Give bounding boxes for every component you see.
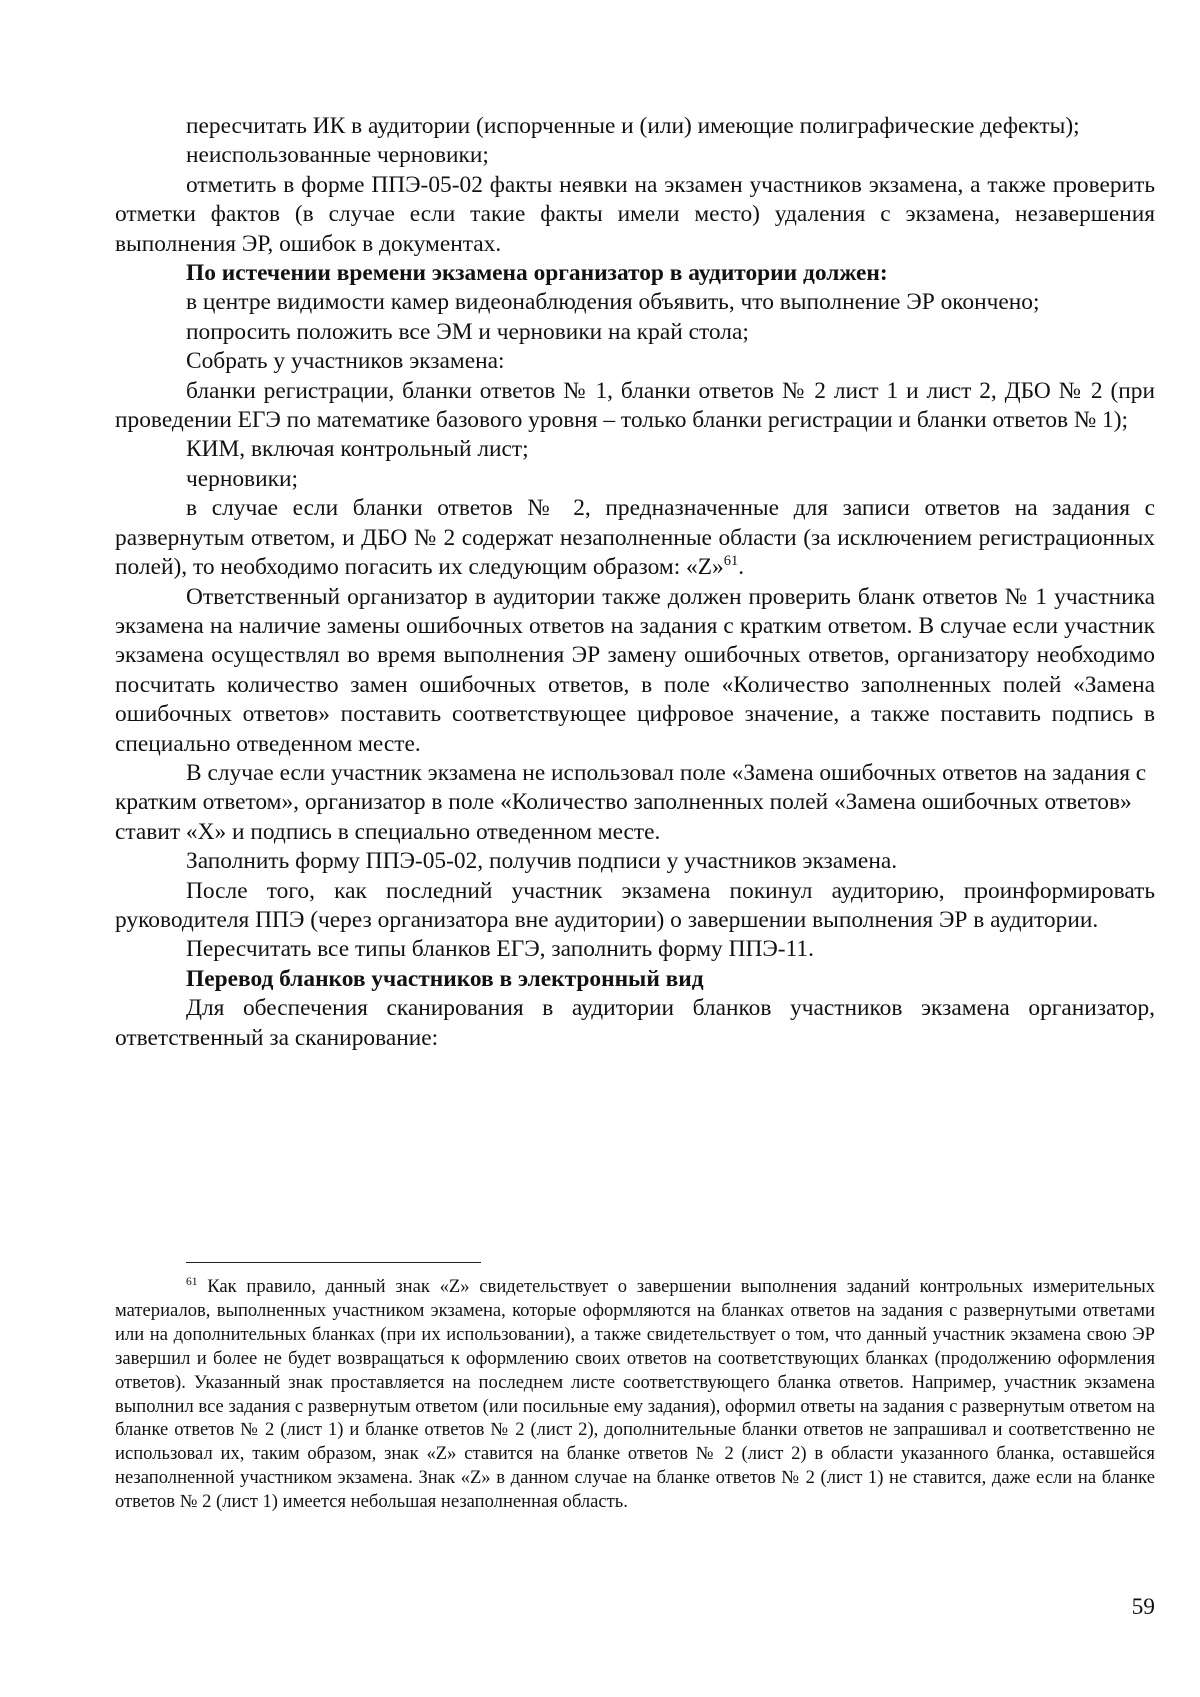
paragraph: Собрать у участников экзамена: xyxy=(186,348,505,375)
paragraph: КИМ, включая контрольный лист; xyxy=(186,436,529,463)
body-text xyxy=(115,112,1155,1053)
paragraph: бланки регистрации, бланки ответов № 1, бланки ответов № 2 лист 1 и лист 2, ДБО № 2 (при проведении ЕГЭ по математике базового уровня – только бланки регистрации и бланки ответов № 1); xyxy=(115,377,1155,434)
section-heading: По истечении времени экзамена организатор в аудитории должен: xyxy=(186,260,888,287)
footnote xyxy=(115,1275,1155,1514)
paragraph: попросить положить все ЭМ и черновики на край стола; xyxy=(186,318,749,345)
paragraph: неиспользованные черновики; xyxy=(186,142,489,169)
footnote-reference[interactable]: 61 xyxy=(723,553,739,570)
paragraph: Ответственный организатор в аудитории также должен проверить бланк ответов № 1 участника экзамена на наличие замены ошибочных ответов на задания с кратким ответом. В случае если участник экзамена осуществлял во время выполнения ЭР замену ошибочных ответов, организатору необходимо посчитать количество замен ошибочных ответов, в поле «Количество заполненных полей «Замена ошибочных ответов» поставить соответствующее цифровое значение, а также поставить подпись в специально отведенном месте. xyxy=(115,583,1155,757)
footnote-separator xyxy=(186,1262,481,1263)
paragraph-end: . xyxy=(738,554,745,581)
footnote-body: Как правило, данный знак «Z» свидетельствует о завершении выполнения заданий контрольных измерительных материалов, выполненных участником экзамена, которые оформляются на бланках ответов на задания с развернутыми ответами или на дополнительных бланках (при их использовании), а также свидетельствует о том, что данный участник экзамена свою ЭР завершил и более не будет возвращаться к оформлению своих ответов на соответствующих бланках (продолжению оформления ответов). Указанный знак проставляется на последнем листе соответствующего бланка ответов. Например, участник экзамена выполнил все задания с развернутым ответом (или посильные ему задания), оформил ответы на задания с развернутым ответом на бланке ответов № 2 (лист 1) и бланке ответов № 2 (лист 2), дополнительные бланки ответов не запрашивал и соответственно не использовал их, таким образом, знак «Z» ставится на бланке ответов № 2 (лист 2) в области указанного бланка, оставшейся незаполненной участником экзамена. Знак «Z» в данном случае на бланке ответов № 2 (лист 1) не ставится, даже если на бланке ответов № 2 (лист 1) имеется небольшая незаполненная область. xyxy=(115,1276,1155,1513)
paragraph: Для обеспечения сканирования в аудитории бланков участников экзамена организатор, ответственный за сканирование: xyxy=(115,995,1155,1051)
paragraph: черновики; xyxy=(186,465,298,492)
section-heading: Перевод бланков участников в электронный вид xyxy=(186,965,704,992)
paragraph: в центре видимости камер видеонаблюдения объявить, что выполнение ЭР окончено; xyxy=(186,289,1040,316)
paragraph: После того, как последний участник экзамена покинул аудиторию, проинформировать руководителя ППЭ (через организатора вне аудитории) о завершении выполнения ЭР в аудитории. xyxy=(115,877,1155,933)
footnote-marker: 61 xyxy=(186,1275,198,1288)
paragraph-with-footnote xyxy=(115,494,1155,582)
paragraph: Пересчитать все типы бланков ЕГЭ, заполнить форму ППЭ-11. xyxy=(186,936,814,963)
paragraph: отметить в форме ППЭ-05-02 факты неявки на экзамен участников экзамена, а также проверить отметки фактов (в случае если такие факты имели место) удаления с экзамена, незавершения выполнения ЭР, ошибок в документах. xyxy=(115,171,1155,257)
paragraph: В случае если участник экзамена не использовал поле «Замена ошибочных ответов на задания с кратким ответом», организатор в поле «Количество заполненных полей «Замена ошибочных ответов» ставит «X» и подпись в специально отведенном месте. xyxy=(115,759,1147,845)
paragraph-text: в случае если бланки ответов № 2, предназначенные для записи ответов на задания с развернутым ответом, и ДБО № 2 содержат незаполненные области (за исключением регистрационных полей), то необходимо погасить их следующим образом: «Z» xyxy=(115,495,1155,581)
paragraph: Заполнить форму ППЭ-05-02, получив подписи у участников экзамена. xyxy=(186,848,898,875)
page-number: 59 xyxy=(1131,1594,1155,1620)
paragraph: пересчитать ИК в аудитории (испорченные и (или) имеющие полиграфические дефекты); xyxy=(186,113,1080,139)
footnote-text xyxy=(115,1275,1155,1514)
